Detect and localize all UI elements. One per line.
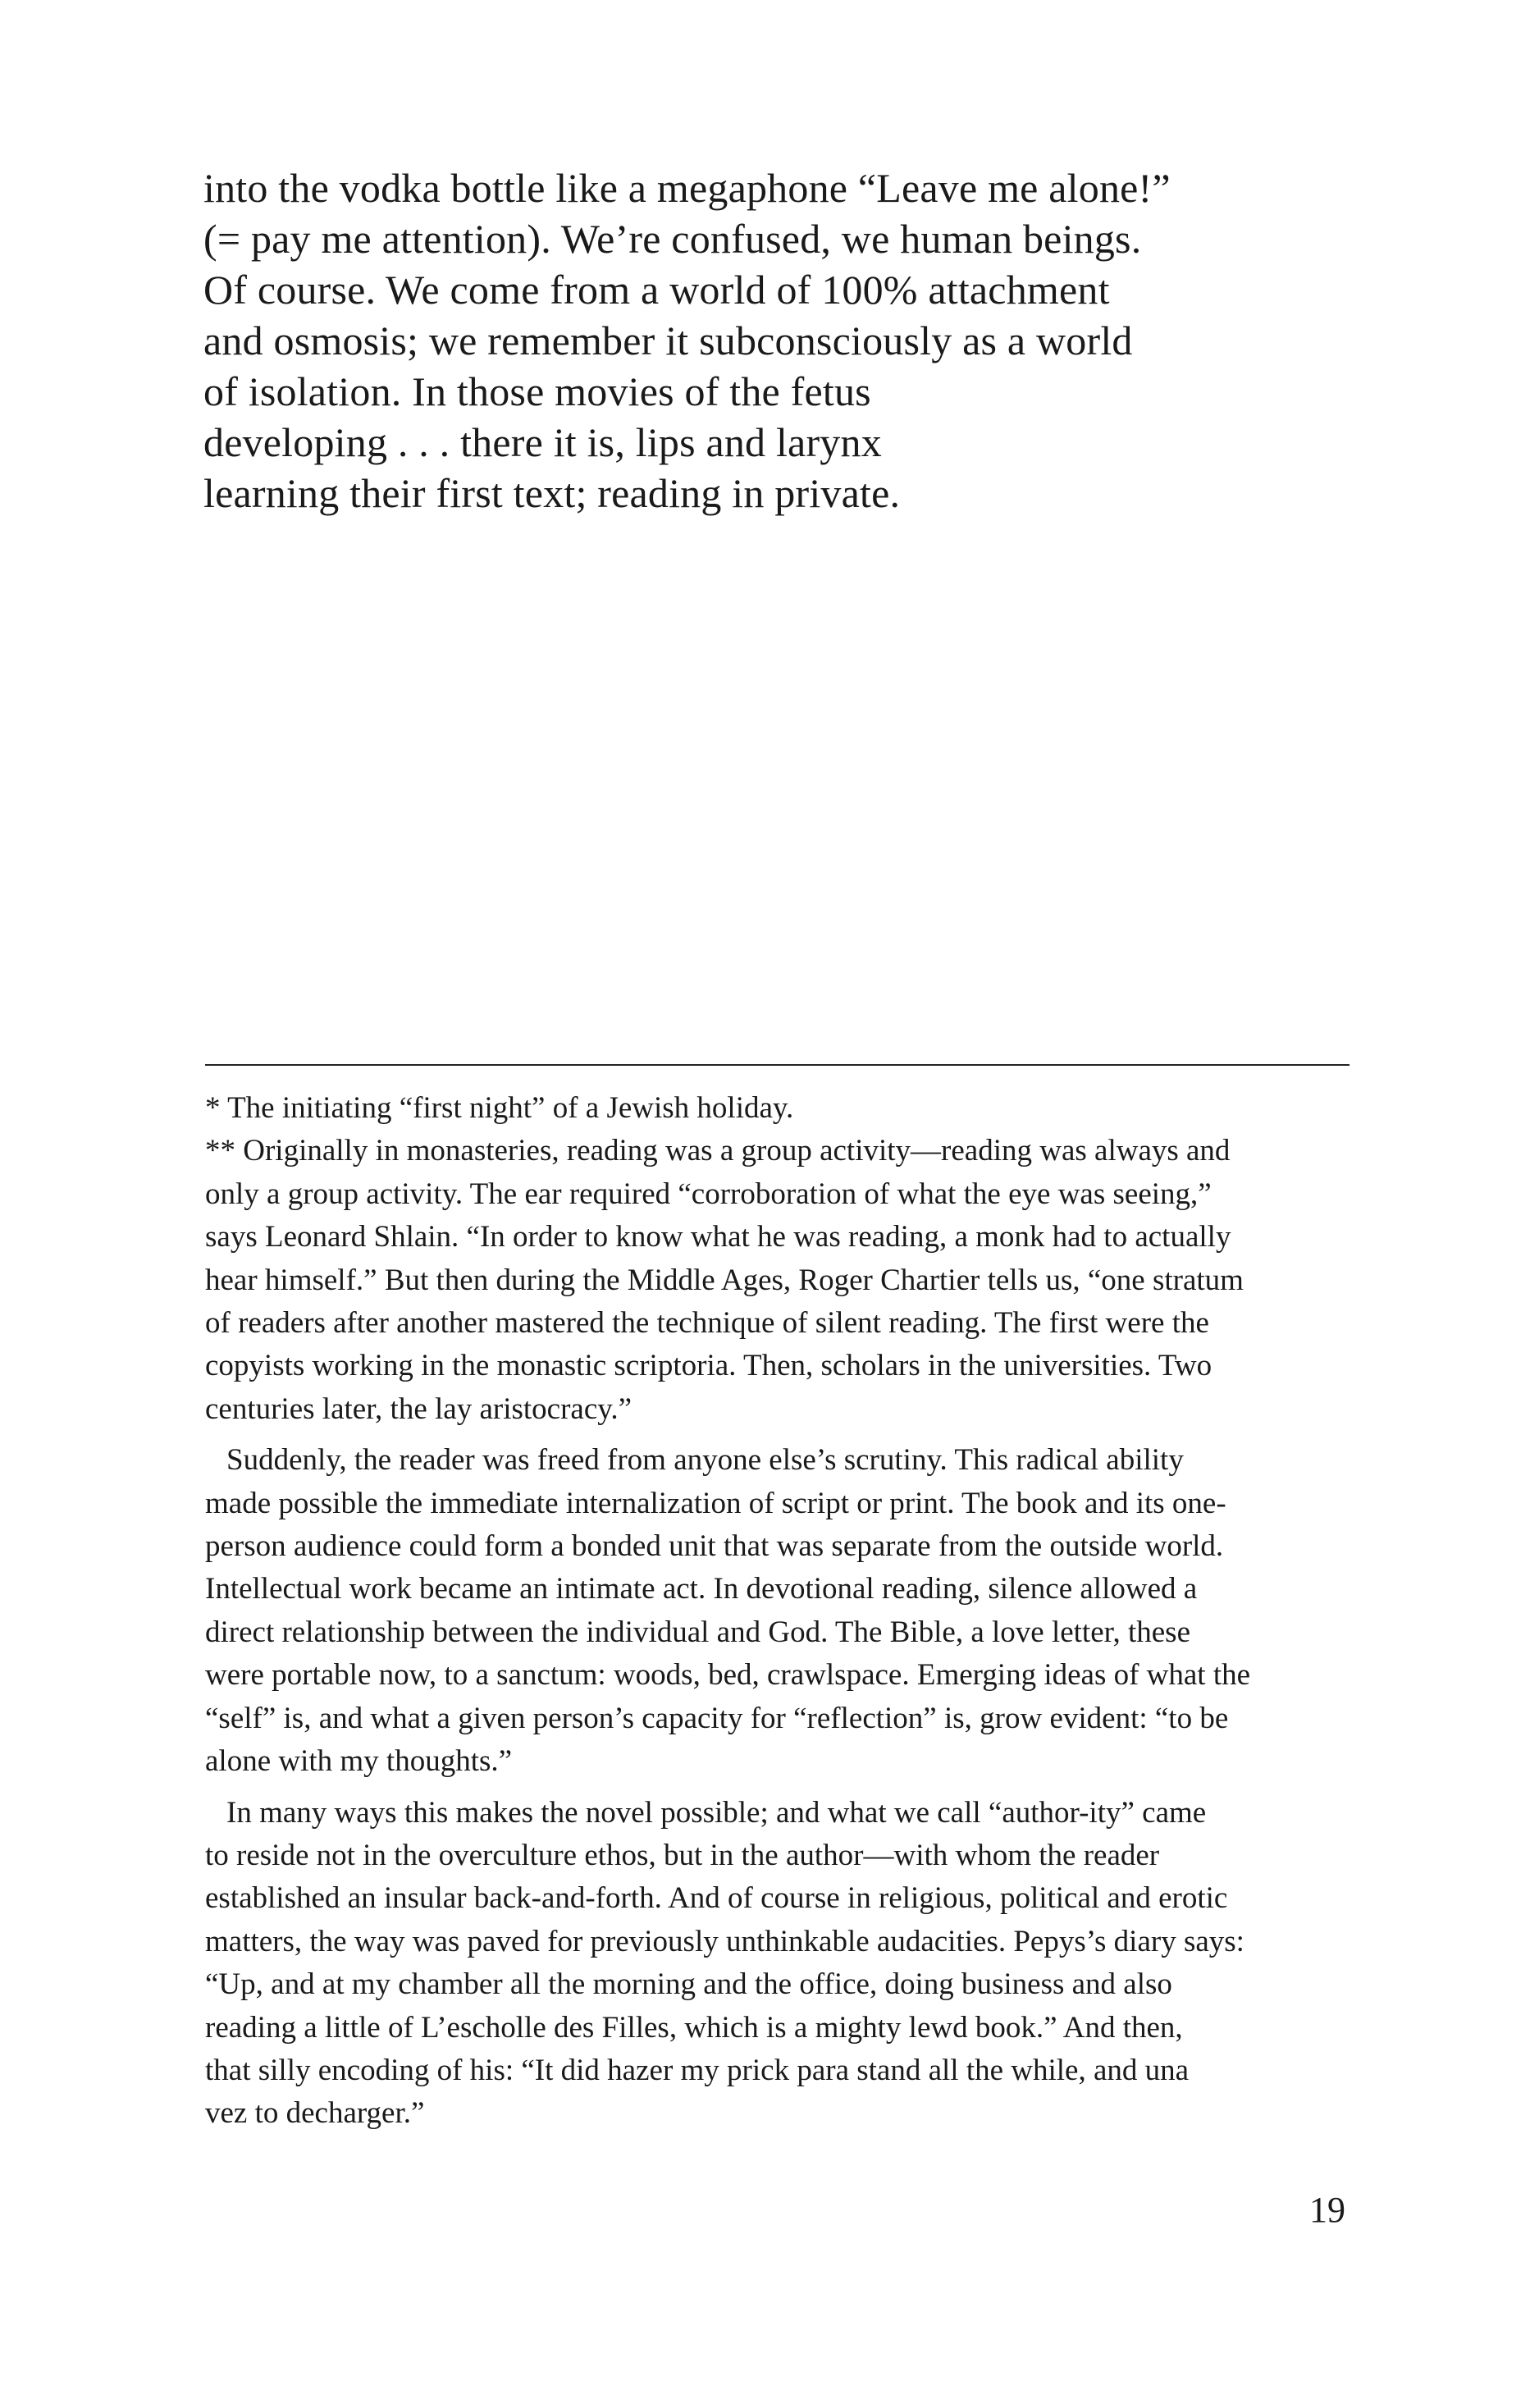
footnote-line: were portable now, to a sanctum: woods, bed, crawlspace. Emerging ideas of what the: [205, 1658, 1251, 1693]
footnote-line: * The initiating “first night” of a Jewish holiday.: [205, 1091, 794, 1125]
poem-stanza: [203, 162, 1270, 519]
footnote-line: alone with my thoughts.”: [205, 1744, 513, 1779]
footnote-line: hear himself.” But then during the Middle Ages, Roger Chartier tells us, “one stratum: [205, 1263, 1244, 1297]
poem-line: and osmosis; we remember it subconsciously as a world: [203, 318, 1133, 363]
footnote-line: established an insular back-and-forth. And of course in religious, political and erotic: [205, 1881, 1228, 1916]
footnote-line: “self” is, and what a given person’s capacity for “reflection” is, grow evident: “to be: [205, 1701, 1229, 1735]
poem-line: learning their first text; reading in private.: [203, 470, 901, 516]
poem-line: Of course. We come from a world of 100% attachment: [203, 267, 1110, 313]
footnotes: [205, 1087, 1349, 2136]
footnote-divider: [205, 1064, 1349, 1066]
footnote-line: to reside not in the overculture ethos, but in the author—with whom the reader: [205, 1838, 1160, 1872]
footnote-line: made possible the immediate internalization of script or print. The book and its one-: [205, 1486, 1226, 1520]
footnote-line: says Leonard Shlain. “In order to know what he was reading, a monk had to actually: [205, 1220, 1231, 1254]
footnote-line: Intellectual work became an intimate act. In devotional reading, silence allowed a: [205, 1572, 1198, 1606]
paragraph-gap: [205, 1784, 1349, 1792]
footnote-line: person audience could form a bonded unit that was separate from the outside world.: [205, 1529, 1224, 1564]
footnote-line: copyists working in the monastic scriptoria. Then, scholars in the universities. Two: [205, 1349, 1212, 1383]
footnote-line: Suddenly, the reader was freed from anyone else’s scrutiny. This radical ability: [226, 1443, 1184, 1478]
footnote-line: reading a little of L’escholle des Filles, which is a mighty lewd book.” And then,: [205, 2010, 1183, 2045]
footnote-line: ** Originally in monasteries, reading was a group activity—reading was always and: [205, 1134, 1231, 1168]
page-number: 19: [1309, 2190, 1345, 2230]
footnote-1: [205, 1087, 1349, 1130]
poem-line: into the vodka bottle like a megaphone “Leave me alone!”: [203, 165, 1171, 211]
footnote-line: direct relationship between the individual and God. The Bible, a love letter, these: [205, 1615, 1191, 1649]
footnote-paragraph-2: [205, 1439, 1349, 1783]
footnote-line: of readers after another mastered the technique of silent reading. The first were the: [205, 1306, 1209, 1341]
footnote-line: matters, the way was paved for previously unthinkable audacities. Pepys’s diary says:: [205, 1924, 1244, 1958]
paragraph-gap: [205, 1431, 1349, 1439]
poem-line: developing . . . there it is, lips and larynx: [203, 419, 882, 465]
footnote-line: In many ways this makes the novel possible; and what we call “author-ity” came: [226, 1795, 1207, 1830]
footnote-line: centuries later, the lay aristocracy.”: [205, 1391, 632, 1426]
poem-line: (= pay me attention). We’re confused, we human beings.: [203, 216, 1142, 262]
footnote-line: only a group activity. The ear required “corroboration of what the eye was seeing,”: [205, 1177, 1212, 1211]
footnote-line: “Up, and at my chamber all the morning and the office, doing business and also: [205, 1967, 1172, 2002]
footnote-line: vez to decharger.”: [205, 2096, 425, 2131]
footnote-paragraph-3: [205, 1792, 1349, 2136]
poem-line: of isolation. In those movies of the fetus: [203, 368, 871, 414]
footnote-line: that silly encoding of his: “It did hazer my prick para stand all the while, and una: [205, 2053, 1190, 2087]
footnote-2: [205, 1130, 1349, 1431]
